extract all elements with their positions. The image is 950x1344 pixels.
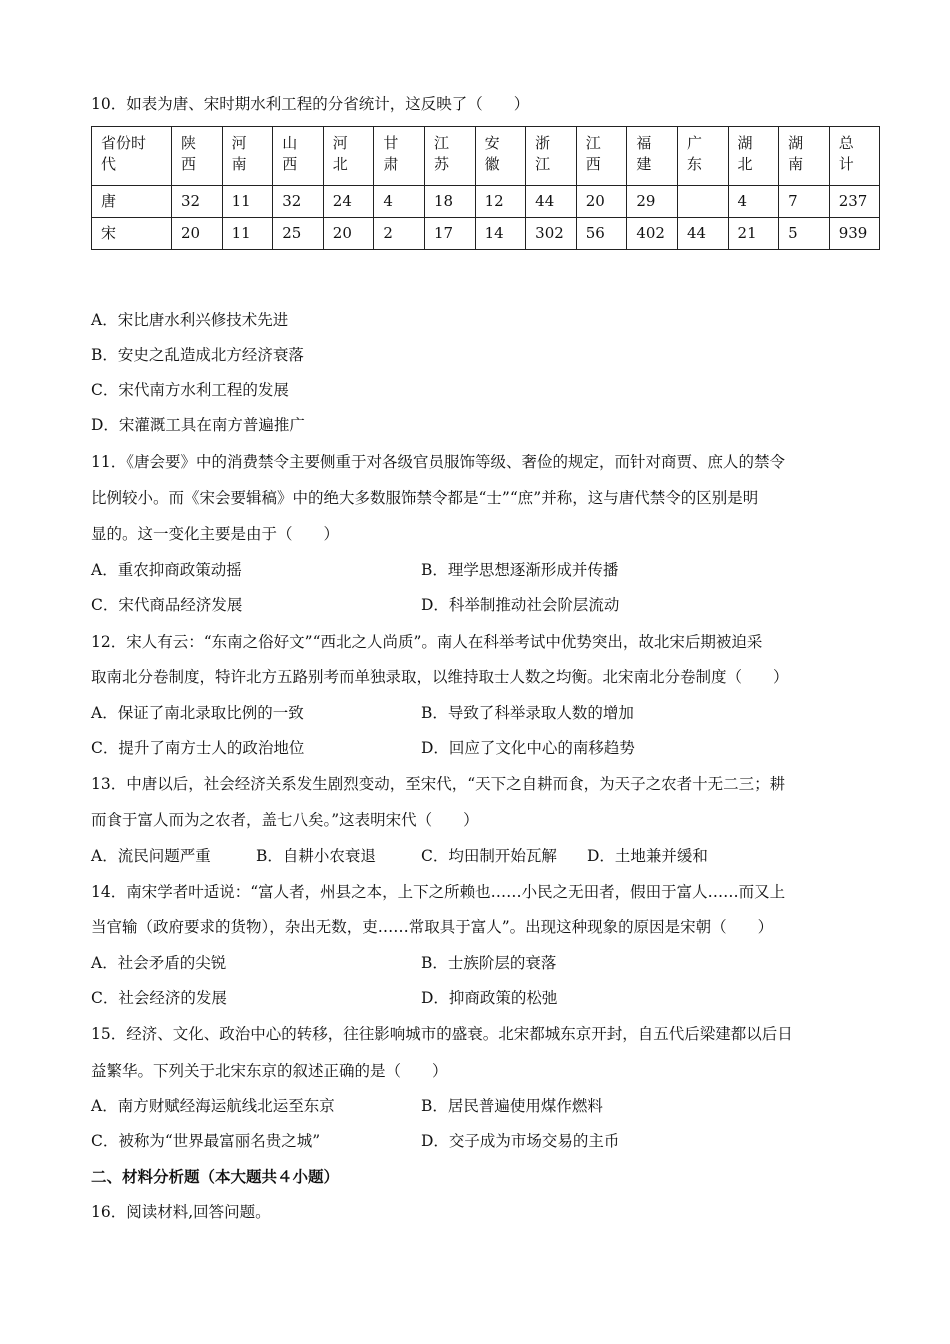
table-cell [677,186,728,218]
header-cell: 安 徽 [475,127,526,186]
header-cell: 浙 江 [526,127,577,186]
q13-option-a[interactable]: A．流民问题严重 [91,847,211,865]
q12-option-d[interactable]: D．回应了文化中心的南移趋势 [421,739,635,757]
q11-option-c[interactable]: C．宋代商品经济发展 [91,596,243,614]
table-cell: 32 [273,186,324,218]
q12-option-c[interactable]: C．提升了南方士人的政治地位 [91,739,305,757]
q14-stem-line-1: 14．南宋学者叶适说：“富人者，州县之本，上下之所赖也……小民之无田者，假田于富人……而又上 [91,883,786,901]
table-cell: 5 [779,218,830,250]
table-cell: 11 [222,218,273,250]
table-cell: 29 [627,186,678,218]
table-cell: 24 [323,186,374,218]
header-cell: 总 计 [829,127,880,186]
q15-stem-line-1: 15．经济、文化、政治中心的转移，往往影响城市的盛衰。北宋都城东京开封，自五代后梁建都以后日 [91,1025,793,1043]
table-cell: 25 [273,218,324,250]
table-cell: 20 [172,218,223,250]
header-cell: 湖 南 [779,127,830,186]
header-cell: 河 南 [222,127,273,186]
row-label: 宋 [92,218,172,250]
q12-option-a[interactable]: A．保证了南北录取比例的一致 [91,704,304,722]
table-cell: 44 [677,218,728,250]
header-cell: 河 北 [323,127,374,186]
q13-stem-line-2: 而食于富人而为之农者，盖七八矣。”这表明宋代（ ） [91,811,479,829]
q15-option-a[interactable]: A．南方财赋经海运航线北运至东京 [91,1097,335,1115]
q15-option-d[interactable]: D．交子成为市场交易的主币 [421,1132,620,1150]
table-cell: 14 [475,218,526,250]
table-cell: 32 [172,186,223,218]
q13-option-c[interactable]: C．均田制开始瓦解 [421,847,557,865]
table-cell: 237 [829,186,880,218]
irrigation-table [91,126,880,250]
table-cell: 4 [374,186,425,218]
header-cell: 山 西 [273,127,324,186]
q12-option-b[interactable]: B．导致了科举录取人数的增加 [421,704,634,722]
q11-option-a[interactable]: A．重农抑商政策动摇 [91,561,242,579]
q10-option-a[interactable]: A．宋比唐水利兴修技术先进 [91,311,289,329]
q15-stem-line-2: 益繁华。下列关于北宋东京的叙述正确的是（ ） [91,1062,448,1080]
q14-option-a[interactable]: A．社会矛盾的尖锐 [91,954,227,972]
q13-option-b[interactable]: B．自耕小农衰退 [256,847,376,865]
q12-stem-line-2: 取南北分卷制度，特许北方五路别考而单独录取，以维持取士人数之均衡。北宋南北分卷制度（ ） [91,668,789,686]
header-cell: 广 东 [677,127,728,186]
q11-option-d[interactable]: D．科举制推动社会阶层流动 [421,596,620,614]
q15-option-b[interactable]: B．居民普遍使用煤作燃料 [421,1097,603,1115]
q12-stem-line-1: 12．宋人有云：“东南之俗好文”“西北之人尚质”。南人在科举考试中优势突出，故北宋后期被迫采 [91,633,763,651]
table-row-song [92,218,880,250]
row-label: 唐 [92,186,172,218]
q14-option-d[interactable]: D．抑商政策的松弛 [421,989,558,1007]
table-cell: 12 [475,186,526,218]
section-2-heading: 二、材料分析题（本大题共４小题） [91,1167,340,1186]
q11-stem-line-1: 11．《唐会要》中的消费禁令主要侧重于对各级官员服饰等级、奢俭的规定，而针对商贾、庶人的禁令 [91,453,785,471]
q13-option-d[interactable]: D．土地兼并缓和 [587,847,708,865]
q10-option-c[interactable]: C．宋代南方水利工程的发展 [91,381,289,399]
header-cell: 陕 西 [172,127,223,186]
q10-stem: 10．如表为唐、宋时期水利工程的分省统计，这反映了（ ） [91,95,530,113]
table-cell: 11 [222,186,273,218]
table-cell: 20 [576,186,627,218]
table-cell: 4 [728,186,779,218]
table-cell: 402 [627,218,678,250]
table-cell: 20 [323,218,374,250]
q15-option-c[interactable]: C．被称为“世界最富丽名贵之城” [91,1132,321,1150]
header-cell: 湖 北 [728,127,779,186]
q10-option-b[interactable]: B．安史之乱造成北方经济衰落 [91,346,304,364]
table-cell: 302 [526,218,577,250]
q11-option-b[interactable]: B．理学思想逐渐形成并传播 [421,561,619,579]
q14-stem-line-2: 当官输（政府要求的货物），杂出无数，吏……常取具于富人”。出现这种现象的原因是宋朝（ ） [91,918,774,936]
table-header-row [92,127,880,186]
table-cell: 17 [424,218,475,250]
corner-line-2: 代 [101,155,117,173]
q10-option-d[interactable]: D．宋灌溉工具在南方普遍推广 [91,416,305,434]
header-cell: 江 西 [576,127,627,186]
q11-stem-line-3: 显的。这一变化主要是由于（ ） [91,525,340,543]
q16-stem: 16．阅读材料,回答问题。 [91,1203,271,1221]
table-cell: 56 [576,218,627,250]
table-cell: 21 [728,218,779,250]
table-cell: 7 [779,186,830,218]
table-row-tang [92,186,880,218]
table-corner-cell [92,127,172,186]
q14-option-c[interactable]: C．社会经济的发展 [91,989,227,1007]
table-cell: 939 [829,218,880,250]
q14-option-b[interactable]: B．士族阶层的衰落 [421,954,557,972]
table-cell: 44 [526,186,577,218]
header-cell: 福 建 [627,127,678,186]
q13-stem-line-1: 13．中唐以后，社会经济关系发生剧烈变动，至宋代，“天下之自耕而食，为天子之农者十无二三；耕 [91,775,786,793]
header-cell: 甘 肃 [374,127,425,186]
header-cell: 江 苏 [424,127,475,186]
q11-stem-line-2: 比例较小。而《宋会要辑稿》中的绝大多数服饰禁令都是“士”“庶”并称，这与唐代禁令的区别是明 [91,489,759,507]
table-cell: 18 [424,186,475,218]
table-cell: 2 [374,218,425,250]
corner-line-1: 省份时 [101,134,147,152]
